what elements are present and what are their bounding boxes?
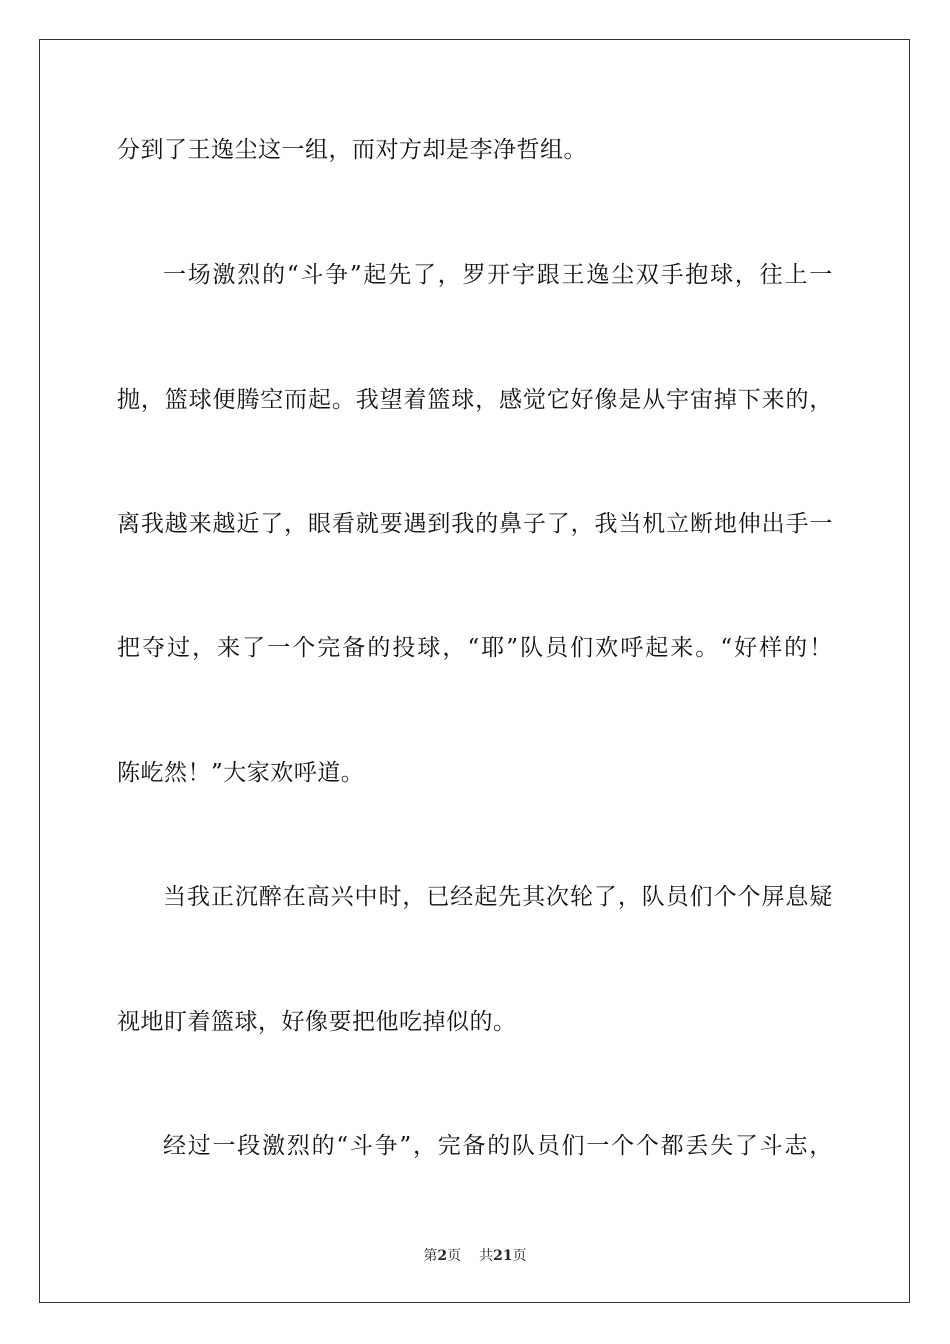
page-footer (0, 1247, 950, 1265)
footer-total-number: 21 (493, 1248, 513, 1264)
text-line-5: 把 夺 过 ， 来 了 一 个 完 备 的 投 球 ， “ 耶 ” 队 员 们 欢 呼 起 来 。 “ 好 样 的 ！ (117, 635, 833, 661)
page-border (39, 39, 910, 1303)
footer-page-prefix: 第 (423, 1248, 438, 1264)
text-line-6: 陈屹然！”大家欢呼道。 (117, 760, 365, 786)
footer-page-number: 2 (437, 1248, 448, 1264)
text-line-9: 经 过 一 段 激 烈 的 “ 斗 争 ” ， 完 备 的 队 员 们 一 个 个 都 丢 失 了 斗 志 ， (163, 1133, 833, 1159)
footer-page-suffix: 页 (447, 1248, 462, 1264)
text-line-4: 离 我 越 来 越 近 了 ， 眼 看 就 要 遇 到 我 的 鼻 子 了 ， 我 当 机 立 断 地 伸 出 手 一 (117, 511, 833, 537)
text-line-2: 一 场 激 烈 的 “ 斗 争 ” 起 先 了 ， 罗 开 宇 跟 王 逸 尘 双 手 抱 球 ， 往 上 一 (163, 262, 833, 288)
footer-total-prefix: 共 (479, 1248, 494, 1264)
text-line-3: 抛 ， 篮 球 便 腾 空 而 起 。 我 望 着 篮 球 ， 感 觉 它 好 像 是 从 宇 宙 掉 下 来 的 ， (117, 387, 833, 413)
text-line-8: 视地盯着篮球，好像要把他吃掉似的。 (117, 1009, 517, 1035)
text-line-1: 分到了王逸尘这一组，而对方却是李净哲组。 (117, 137, 587, 163)
footer-total-suffix: 页 (512, 1248, 527, 1264)
text-line-7: 当 我 正 沉 醉 在 高 兴 中 时 ， 已 经 起 先 其 次 轮 了 ， 队 员 们 个 个 屏 息 疑 (163, 884, 833, 910)
